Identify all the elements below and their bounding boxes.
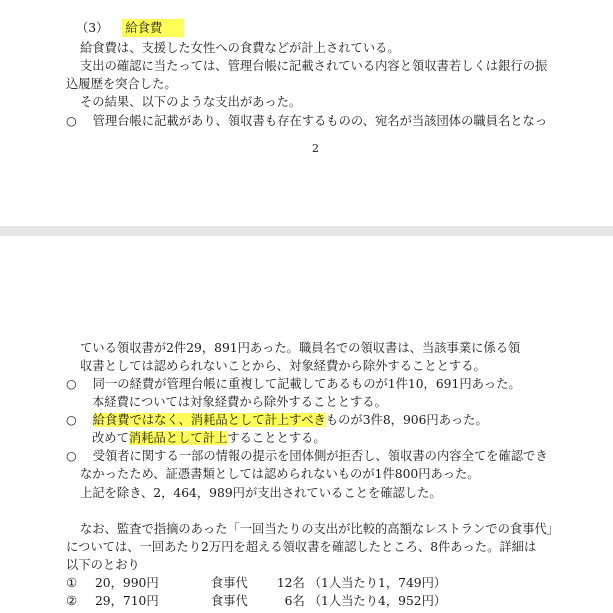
list-item — [66, 575, 446, 591]
list-marker: ② — [66, 594, 78, 608]
bullet-marker: ○ — [66, 449, 77, 463]
document-page-top — [0, 0, 613, 226]
bullet-item — [66, 376, 521, 392]
paragraph: その結果、以下のような支出があった。 — [80, 95, 302, 109]
list-marker: ① — [66, 576, 78, 590]
section-title: 給食費 — [122, 19, 184, 37]
highlighted-text: 消耗品として計上 — [128, 431, 228, 445]
section-number: （3） — [76, 21, 109, 35]
bullet-text: なかったため、証憑書類としては認められないものが1件800円あった。 — [80, 467, 480, 481]
paragraph: なお、監査で指摘のあった「一回当たりの支出が比較的高額なレストランでの食事代」 — [80, 522, 560, 536]
bullet-text: 管理台帳に記載があり、領収書も存在するものの、宛名が当該団体の職員名となっ — [92, 114, 548, 128]
bullet-text: 収書としては認められないことから、対象経費から除外することとする。 — [80, 359, 486, 373]
bullet-text: 受領者に関する一部の情報の提示を団体側が拒否し、領収書の内容全てを確認でき — [92, 449, 548, 463]
paragraph: 支出の確認に当たっては、管理台帳に記載されている内容と領収書若しくは銀行の振 — [80, 59, 548, 73]
bullet-item — [66, 113, 547, 129]
list-item — [66, 593, 446, 609]
document-page-bottom — [0, 236, 613, 613]
item-label: 食事代 — [210, 594, 248, 608]
bullet-item — [66, 412, 488, 428]
bullet-item — [66, 448, 548, 464]
page-number: 2 — [312, 142, 319, 155]
item-per-person: （1人当たり4，952円） — [308, 594, 447, 608]
paragraph: 給食費は、支援した女性への食費などが計上されている。 — [80, 41, 400, 55]
section-heading — [76, 20, 184, 36]
bullet-item-continuation — [92, 430, 326, 446]
item-people: 6名 — [284, 594, 305, 608]
paragraph: 込履歴を突合した。 — [66, 77, 177, 91]
bullet-text: 本経費については対象経費から除外することとする。 — [92, 395, 387, 409]
bullet-marker: ○ — [66, 377, 77, 391]
highlighted-text: 給食費ではなく、消耗品として計上すべき — [92, 413, 326, 427]
bullet-text: 改めて — [92, 431, 129, 445]
page-separator — [0, 226, 613, 236]
bullet-text: することとする。 — [227, 431, 326, 445]
bullet-text: ている領収書が2件29，891円あった。職員名での領収書は、当該事業に係る領 — [80, 341, 521, 355]
bullet-text: ものが3件8，906円あった。 — [325, 413, 488, 427]
paragraph: 以下のとおり — [66, 558, 140, 572]
bullet-text: 同一の経費が管理台帳に重複して記載してあるものが1件10，691円あった。 — [92, 377, 521, 391]
item-amount: 29，710円 — [94, 594, 159, 608]
paragraph: については、一回あたり2万円を超える領収書を確認したところ、8件あった。詳細は — [66, 540, 537, 554]
summary-paragraph: 上記を除き、2，464，989円が支出されていることを確認した。 — [80, 486, 442, 500]
item-people: 12名 — [276, 576, 305, 590]
item-label: 食事代 — [210, 576, 248, 590]
item-per-person: （1人当たり1，749円） — [308, 576, 447, 590]
bullet-marker: ○ — [66, 114, 77, 128]
bullet-marker: ○ — [66, 413, 77, 427]
item-amount: 20，990円 — [94, 576, 159, 590]
